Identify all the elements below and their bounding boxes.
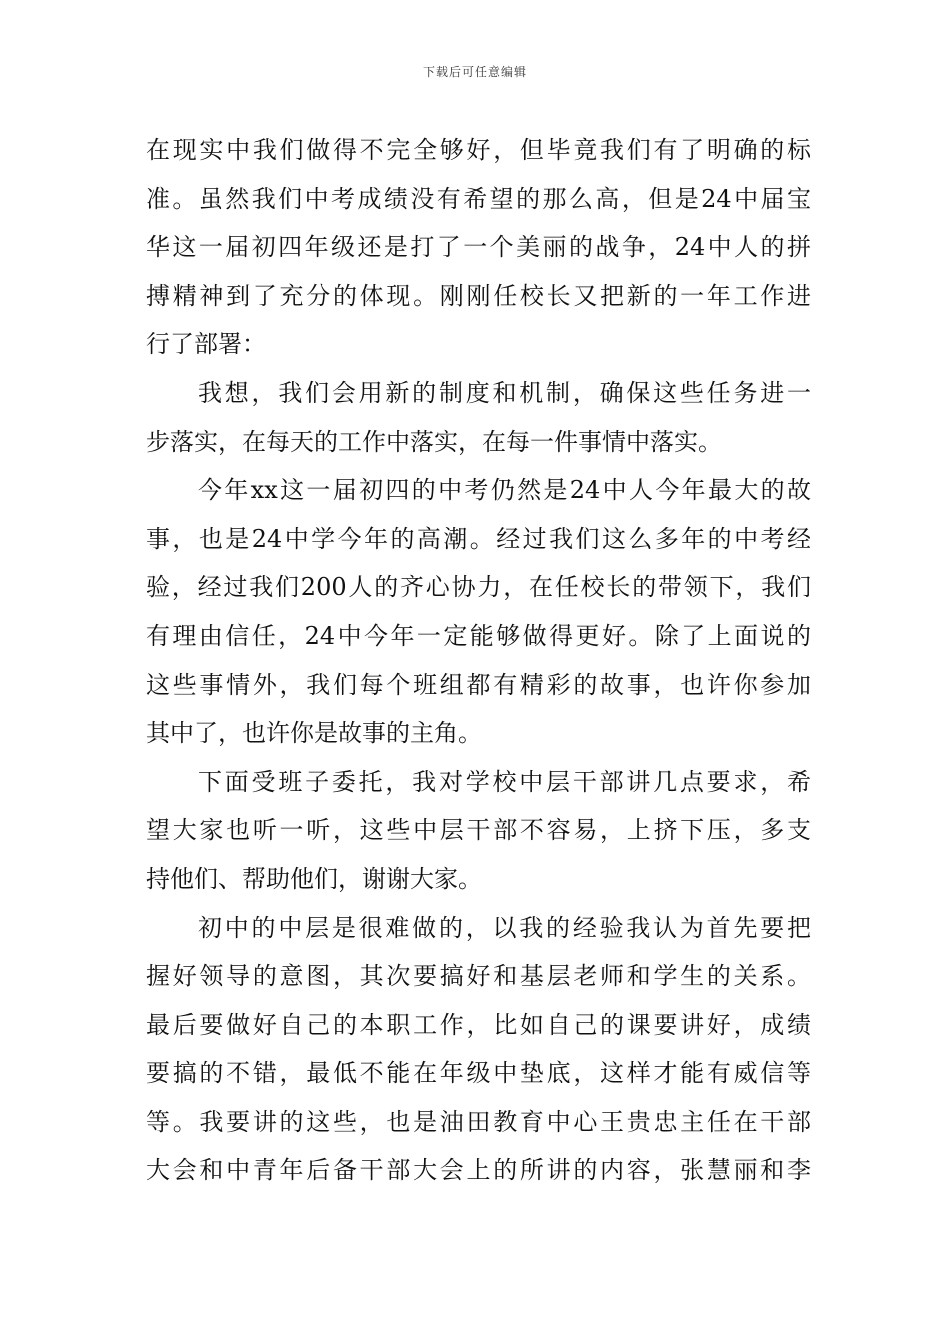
header-text: 下载后可任意编辑 <box>422 65 527 79</box>
paragraph-line: 有理由信任，24中今年一定能够做得更好。除了上面说的 <box>146 621 811 650</box>
paragraph-line: 事，也是24中学今年的高潮。经过我们这么多年的中考经 <box>146 524 811 553</box>
paragraph-line: 持他们、帮助他们，谢谢大家。 <box>146 864 482 893</box>
paragraph-line: 其中了，也许你是故事的主角。 <box>146 719 482 748</box>
paragraph-2 <box>146 369 811 466</box>
document-body <box>146 126 811 1195</box>
paragraph-line: 华这一届初四年级还是打了一个美丽的战争，24中人的拼 <box>146 233 811 262</box>
paragraph-line: 步落实，在每天的工作中落实，在每一件事情中落实。 <box>146 427 722 456</box>
paragraph-line: 等。我要讲的这些，也是油田教育中心王贵忠主任在干部 <box>146 1107 811 1136</box>
paragraph-3 <box>146 466 811 758</box>
paragraph-line: 这些事情外，我们每个班组都有精彩的故事，也许你参加 <box>146 670 811 699</box>
paragraph-line: 大会和中青年后备干部大会上的所讲的内容，张慧丽和李 <box>146 1156 811 1185</box>
paragraph-line: 最后要做好自己的本职工作，比如自己的课要讲好，成绩 <box>146 1010 811 1039</box>
paragraph-5 <box>146 904 811 1196</box>
paragraph-4 <box>146 758 811 904</box>
paragraph-line: 今年xx这一届初四的中考仍然是24中人今年最大的故 <box>198 476 811 505</box>
paragraph-line: 要搞的不错，最低不能在年级中垫底，这样才能有威信等 <box>146 1059 811 1088</box>
paragraph-line: 我想，我们会用新的制度和机制，确保这些任务进一 <box>198 378 811 407</box>
paragraph-line: 准。虽然我们中考成绩没有希望的那么高，但是24中届宝 <box>146 184 811 213</box>
paragraph-line: 验，经过我们200人的齐心协力，在任校长的带领下，我们 <box>146 573 811 602</box>
paragraph-line: 搏精神到了充分的体现。刚刚任校长又把新的一年工作进 <box>146 281 811 310</box>
paragraph-line: 初中的中层是很难做的，以我的经验我认为首先要把 <box>198 913 811 942</box>
paragraph-line: 在现实中我们做得不完全够好，但毕竟我们有了明确的标 <box>146 136 811 164</box>
paragraph-line: 行了部署： <box>146 330 266 359</box>
paragraph-line: 望大家也听一听，这些中层干部不容易，上挤下压，多支 <box>146 816 811 845</box>
paragraph-line: 握好领导的意图，其次要搞好和基层老师和学生的关系。 <box>146 962 811 991</box>
paragraph-1 <box>146 126 811 369</box>
paragraph-line: 下面受班子委托，我对学校中层干部讲几点要求，希 <box>198 767 811 796</box>
page-header <box>0 64 950 80</box>
